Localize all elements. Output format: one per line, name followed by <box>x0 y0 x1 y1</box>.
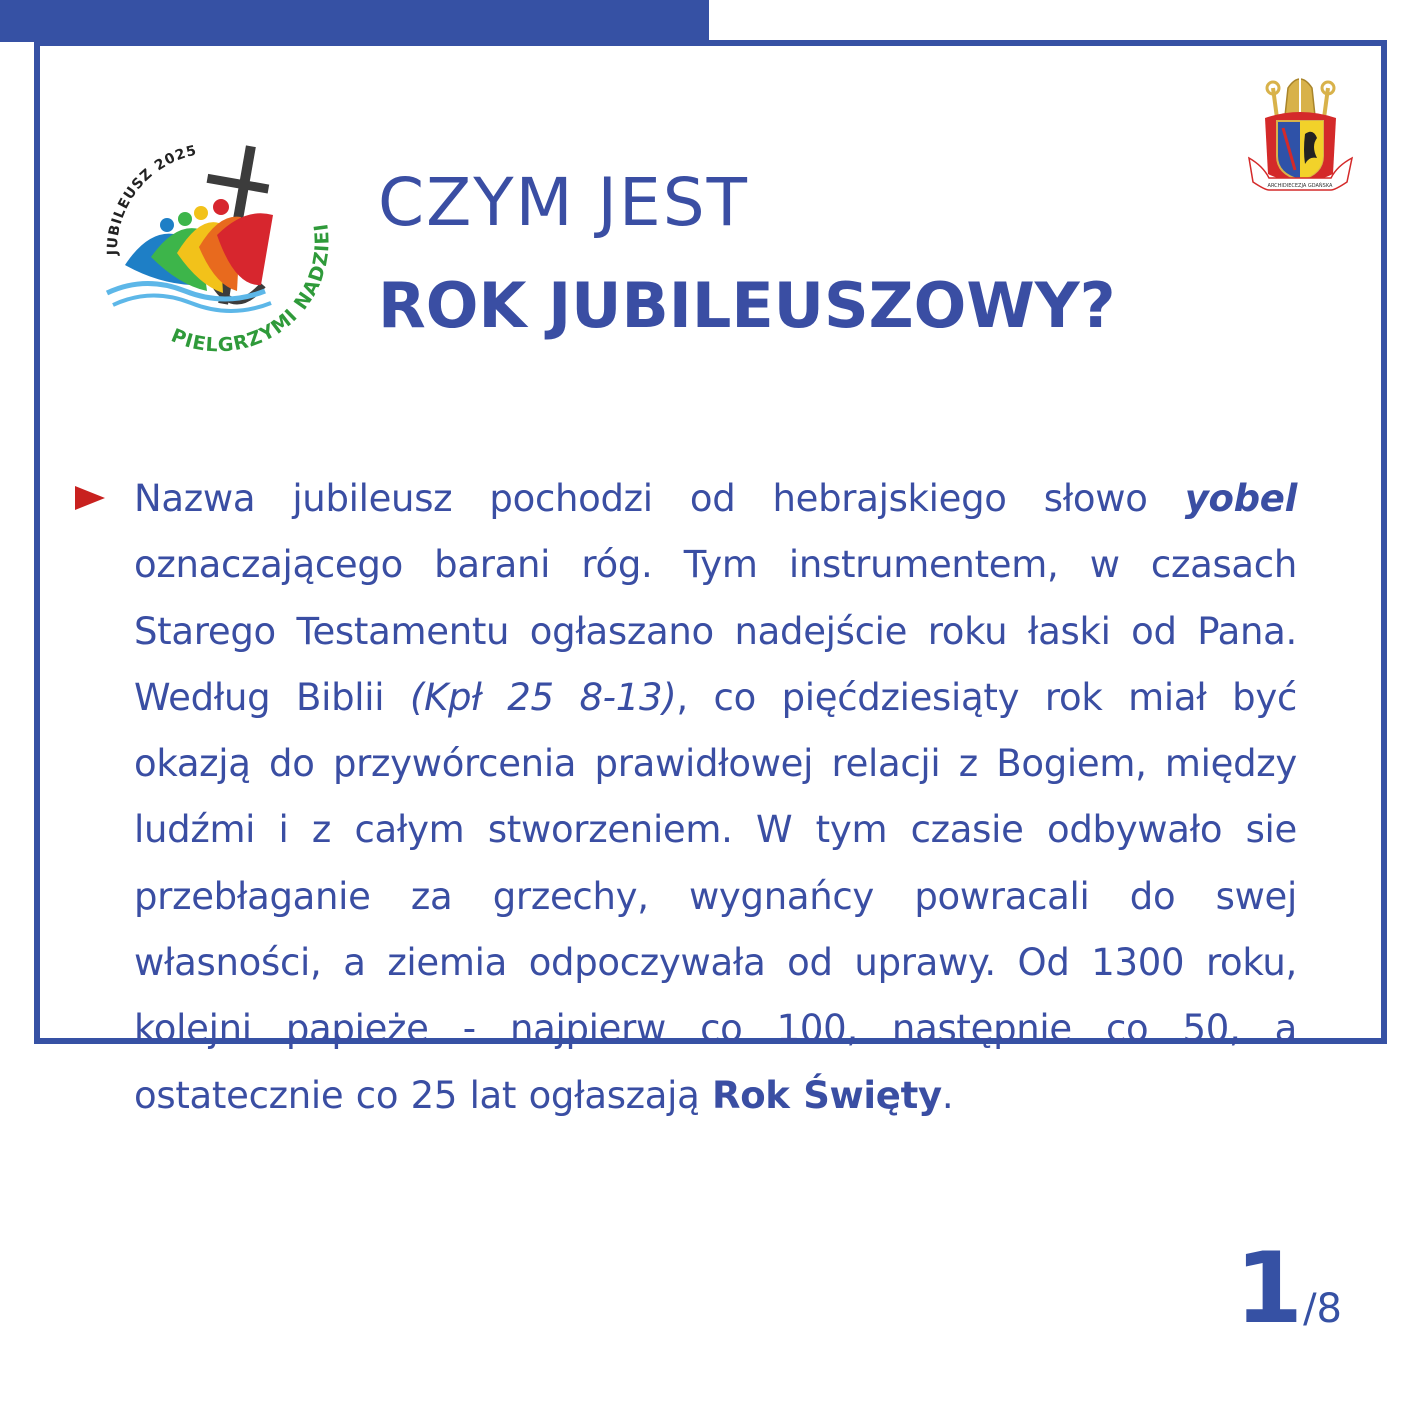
page-title-line2: ROK JUBILEUSZOWY? <box>378 269 1116 342</box>
logo-bottom-text: PIELGRZYMI NADZIEI <box>167 221 334 357</box>
term-yobel: yobel <box>1184 477 1297 520</box>
body-text-5: . <box>941 1073 954 1117</box>
body-text-2: oznaczającego barani róg. Tym instrumentem, w czasach Starego Testamentu ogłaszano nadejście roku łaski od Pana. Według Biblii <box>134 543 1297 719</box>
bible-citation: (Kpł 25 8-13) <box>409 675 677 719</box>
body-text-3: , co pięćdziesiąty rok miał być okazją do przywórcenia prawidłowej relacji z Bogiem, między ludźmi i z całym stworzeniem. W tym czasie odbywało sie przebłaganie za grzechy, wygnańcy powracali do swej własności, a ziemia odpoczywała od uprawy. Od 1300 roku, kolejni papieże - najpierw co 100, następnie co 50, <box>134 675 1298 1051</box>
crest-banner-text: ARCHIDIECEZJA GDAŃSKA <box>1267 183 1333 189</box>
body-text-1: Nazwa jubileusz pochodzi od hebrajskiego słowo <box>134 477 1185 520</box>
pagination <box>1234 1232 1342 1346</box>
body-paragraph <box>134 466 1297 1129</box>
term-holy-year: Rok Święty <box>712 1073 942 1117</box>
logo-top-text: JUBILEUSZ 2025 <box>104 142 199 256</box>
page-current: 1 <box>1234 1232 1304 1346</box>
bullet-arrow-icon <box>75 486 105 510</box>
archdiocese-crest-icon <box>1243 66 1358 201</box>
page-total: /8 <box>1303 1286 1342 1332</box>
jubilee-2025-logo <box>95 135 335 370</box>
body-text-4: a ostatecznie co 25 lat ogłaszają <box>134 1007 1297 1117</box>
top-accent-bar <box>0 0 709 42</box>
page-title-line1: CZYM JEST <box>378 164 749 241</box>
